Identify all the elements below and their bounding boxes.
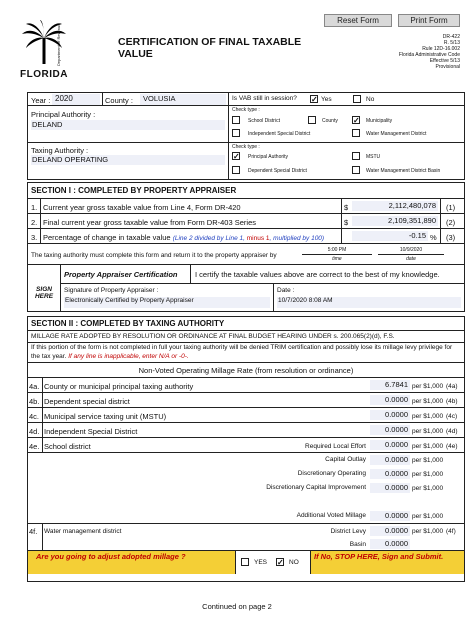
- school-capital-outlay-label: Capital Outlay: [325, 456, 366, 463]
- type-water-management-label: Water Management District: [366, 131, 427, 137]
- principal-authority-label: Principal Authority :: [31, 110, 96, 119]
- row-4d-value[interactable]: 0.0000: [370, 425, 410, 435]
- sig-date-label: Date :: [277, 287, 295, 294]
- row-4f-basin-value[interactable]: 0.0000: [370, 539, 410, 549]
- row-4b-unit: per $1,000: [412, 398, 444, 405]
- checktype-label-1: Check type :: [232, 107, 260, 113]
- type-school-district-checkbox[interactable]: [232, 116, 240, 124]
- row-4c-value[interactable]: 0.0000: [370, 410, 410, 420]
- row-1-value[interactable]: 2,112,480,078: [352, 201, 438, 211]
- signature-field[interactable]: Electronically Certified by Property Appraiser: [64, 297, 270, 308]
- type-water-basin-label: Water Management District Basin: [366, 168, 441, 174]
- taxing-authority-field[interactable]: DELAND OPERATING: [31, 155, 225, 165]
- checktype-label-2: Check type :: [232, 144, 260, 150]
- row-4d-label: Independent Special District: [44, 427, 138, 436]
- row-4f-district-levy-value[interactable]: 0.0000: [370, 526, 410, 536]
- millage-heading: MILLAGE RATE ADOPTED BY RESOLUTION OR ORDINANCE AT FINAL BUDGET HEARING UNDER s. 200.065(2)(d), F.S.: [31, 333, 395, 340]
- row-3-label: Percentage of change in taxable value (Line 2 divided by Line 1, minus 1, multiplied by 100): [43, 233, 325, 242]
- type-principal-authority-checkbox[interactable]: ✓: [233, 152, 240, 161]
- vab-yes-checkbox[interactable]: ✓: [311, 95, 318, 104]
- pa-cert-text: I certify the taxable values above are correct to the best of my knowledge.: [195, 270, 440, 279]
- row-1-ref: (1): [446, 203, 456, 212]
- row-2-currency: $: [344, 218, 349, 227]
- row-4d-unit: per $1,000: [412, 428, 444, 435]
- deadline-date-caption: date: [406, 256, 416, 262]
- row-4e-ref: (4e): [446, 443, 458, 450]
- adjust-no-checkbox[interactable]: ✓: [277, 558, 284, 567]
- row-4b-value[interactable]: 0.0000: [370, 395, 410, 405]
- adjust-question: Are you going to adjust adopted millage ?: [36, 552, 186, 561]
- taxing-authority-label: Taxing Authority :: [31, 146, 89, 155]
- type-independent-special-district-checkbox[interactable]: [232, 129, 240, 137]
- type-mstu-checkbox[interactable]: [352, 152, 360, 160]
- row-4e-sub: Required Local Effort: [305, 443, 366, 450]
- deadline-time-caption: time: [332, 256, 342, 262]
- school-disc-capital-value[interactable]: 0.0000: [370, 483, 410, 493]
- type-municipality-label: Municipality: [366, 118, 393, 124]
- year-label: Year :: [31, 96, 51, 105]
- school-disc-capital-unit: per $1,000: [412, 485, 444, 492]
- row-4a-unit: per $1,000: [412, 383, 444, 390]
- county-field[interactable]: VOLUSIA: [140, 94, 226, 105]
- type-independent-special-district-label: Independent Special District: [248, 131, 311, 137]
- row-4b-label: Dependent special district: [44, 397, 130, 406]
- nonvoted-heading: Non-Voted Operating Millage Rate (from resolution or ordinance): [138, 366, 354, 375]
- row-4b-num: 4b.: [29, 397, 40, 406]
- logo-seal-text: Department of Revenue: [56, 23, 61, 66]
- row-1-num: 1.: [31, 203, 38, 212]
- vab-label: Is VAB still in session?: [232, 95, 297, 102]
- year-field[interactable]: 2020: [52, 94, 100, 105]
- type-water-management-checkbox[interactable]: [352, 129, 360, 137]
- vab-no-label: No: [366, 96, 375, 103]
- vab-no-checkbox[interactable]: [353, 95, 361, 103]
- adjust-no-label: NO: [289, 559, 299, 566]
- row-4f-num: 4f.: [29, 527, 38, 536]
- row-3-unit: %: [430, 233, 437, 242]
- page-title: CERTIFICATION OF FINAL TAXABLE VALUE: [118, 36, 302, 60]
- row-4f-unit: per $1,000: [412, 528, 444, 535]
- type-principal-authority-label: Principal Authority: [248, 154, 289, 160]
- school-disc-capital-label: Discretionary Capital Improvement: [266, 484, 366, 491]
- type-mstu-label: MSTU: [366, 154, 381, 160]
- type-dependent-special-district-label: Dependent Special District: [248, 168, 307, 174]
- adjust-stop-text: If No, STOP HERE, Sign and Submit.: [314, 552, 444, 561]
- row-4a-ref: (4a): [446, 383, 458, 390]
- deadline-date[interactable]: 10/9/2020: [399, 247, 423, 253]
- row-1-currency: $: [344, 203, 349, 212]
- row-4d-num: 4d.: [29, 427, 40, 436]
- section-1-title: SECTION I : COMPLETED BY PROPERTY APPRAISER: [31, 186, 237, 195]
- row-4d-ref: (4d): [446, 428, 458, 435]
- row-2-num: 2.: [31, 218, 38, 227]
- row-4a-label: County or municipal principal taxing authority: [44, 382, 194, 391]
- row-4a-value[interactable]: 6.7841: [370, 380, 410, 390]
- school-disc-operating-unit: per $1,000: [412, 471, 444, 478]
- row-2-ref: (2): [446, 218, 456, 227]
- row-2-value[interactable]: 2,109,351,890: [352, 216, 438, 226]
- row-4c-ref: (4c): [446, 413, 458, 420]
- type-county-checkbox[interactable]: [308, 116, 316, 124]
- reset-form-button[interactable]: Reset Form: [324, 14, 392, 27]
- school-disc-operating-label: Discretionary Operating: [297, 470, 366, 477]
- pa-cert-label: Property Appraiser Certification: [64, 270, 178, 279]
- florida-logo: FLORIDA: [20, 20, 68, 72]
- school-capital-outlay-value[interactable]: 0.0000: [370, 455, 410, 465]
- type-dependent-special-district-checkbox[interactable]: [232, 166, 240, 174]
- print-form-button[interactable]: Print Form: [398, 14, 460, 27]
- school-additional-voted-unit: per $1,000: [412, 513, 444, 520]
- deadline-text: The taxing authority must complete this form and return it to the property appraiser by: [31, 252, 277, 259]
- row-3-num: 3.: [31, 233, 38, 242]
- continued-footer: Continued on page 2: [202, 602, 272, 611]
- row-4c-num: 4c.: [29, 412, 40, 421]
- school-disc-operating-value[interactable]: 0.0000: [370, 469, 410, 479]
- row-4e-unit: per $1,000: [412, 443, 444, 450]
- form-meta: DR-422 R. 5/13 Rule 12D-16.002 Florida Administrative Code Effective 5/13 Provisional: [398, 34, 460, 70]
- row-1-label: Current year gross taxable value from Line 4, Form DR-420: [43, 203, 241, 212]
- row-3-value[interactable]: -0.15: [352, 231, 428, 241]
- type-county-label: County: [322, 118, 338, 124]
- row-4b-ref: (4b): [446, 398, 458, 405]
- row-2-label: Final current year gross taxable value from Form DR-403 Series: [43, 218, 256, 227]
- row-4e-label: School district: [44, 442, 91, 451]
- vab-yes-label: Yes: [321, 96, 332, 103]
- row-4c-label: Municipal service taxing unit (MSTU): [44, 412, 167, 421]
- row-4f-ref: (4f): [446, 528, 456, 535]
- row-4e-value[interactable]: 0.0000: [370, 440, 410, 450]
- principal-authority-field[interactable]: DELAND: [31, 120, 225, 130]
- row-3-ref: (3): [446, 233, 456, 242]
- type-municipality-checkbox[interactable]: ✓: [353, 116, 360, 125]
- adjust-yes-label: YES: [254, 559, 268, 566]
- school-capital-outlay-unit: per $1,000: [412, 457, 444, 464]
- school-additional-voted-value[interactable]: 0.0000: [370, 511, 410, 521]
- adjust-yes-checkbox[interactable]: [241, 558, 249, 566]
- row-4f-sub1: District Levy: [330, 528, 366, 535]
- signature-label: Signature of Property Appraiser :: [64, 287, 159, 294]
- type-school-district-label: School District: [248, 118, 280, 124]
- county-label: County :: [105, 96, 133, 105]
- row-4f-sub2: Basin: [349, 541, 366, 548]
- row-4e-num: 4e.: [29, 442, 40, 451]
- sig-date-field[interactable]: 10/7/2020 8:08 AM: [277, 297, 461, 308]
- row-4f-label: Water management district: [44, 528, 122, 535]
- sign-here-label: SIGN HERE: [34, 286, 54, 300]
- section-2-notice: If this portion of the form is not completed in full your taxing authority will be denied TRIM certification and possibly lose its millage levy privilege for the tax year. If any line is inapplicable, enter N/A or -0-.: [31, 344, 453, 360]
- row-4a-num: 4a.: [29, 382, 40, 391]
- type-water-basin-checkbox[interactable]: [352, 166, 360, 174]
- row-4c-unit: per $1,000: [412, 413, 444, 420]
- deadline-time[interactable]: 5:00 PM: [327, 247, 347, 253]
- section-2-title: SECTION II : COMPLETED BY TAXING AUTHORITY: [31, 319, 225, 328]
- school-additional-voted-label: Additional Voted Millage: [296, 512, 366, 519]
